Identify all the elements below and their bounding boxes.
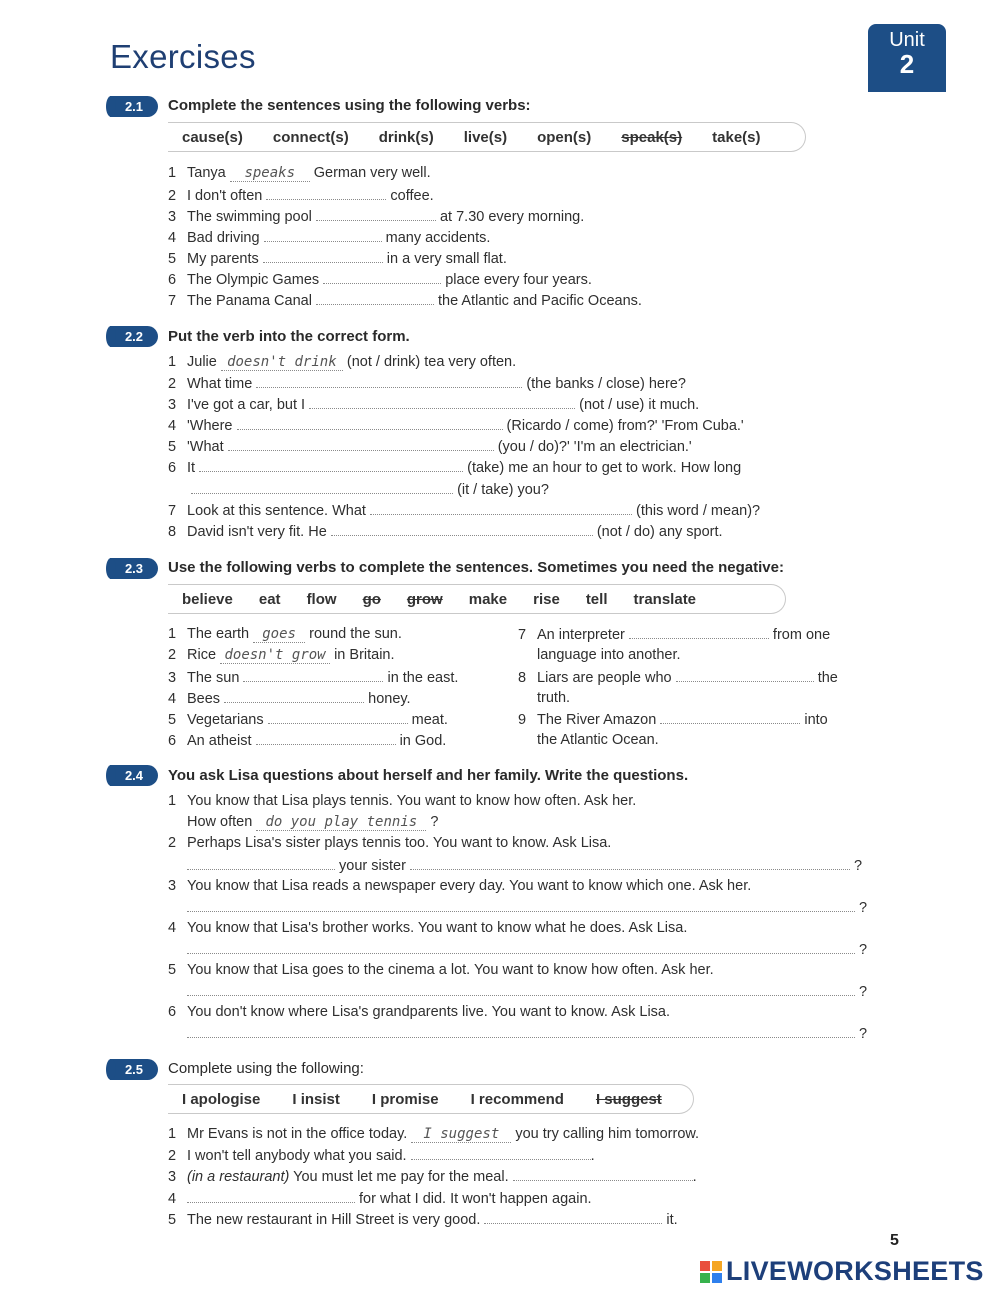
answer-field[interactable]: I suggest [411, 1126, 511, 1143]
exercise-instruction-2-5: Complete using the following: [168, 1060, 364, 1077]
exercise-badge-2-5: 2.5 [110, 1059, 158, 1080]
answer-field[interactable] [187, 857, 335, 870]
exercise-line: 8 David isn't very fit. He (not / do) any sport. [168, 524, 723, 540]
exercise-instruction-2-4: You ask Lisa questions about herself and her family. Write the questions. [168, 767, 689, 784]
answer-field[interactable] [264, 229, 382, 242]
exercise-line: 5 My parents in a very small flat. [168, 251, 507, 267]
exercise-line: 5 You know that Lisa goes to the cinema a lot. You want to know how often. Ask her. [168, 962, 714, 978]
exercise-line: 7 The Panama Canal the Atlantic and Pacific Oceans. [168, 293, 642, 309]
word-item: live(s) [463, 128, 508, 146]
exercise-line: 3 The swimming pool at 7.30 every morning. [168, 209, 585, 225]
answer-field[interactable] [187, 899, 855, 912]
exercise-line: 4 You know that Lisa's brother works. You want to know what he does. Ask Lisa. [168, 920, 688, 936]
unit-number: 2 [899, 49, 915, 79]
word-item: translate [633, 590, 697, 608]
answer-field[interactable] [660, 711, 800, 724]
exercise-line: ? [168, 941, 867, 958]
exercise-line: 6 You don't know where Lisa's grandparents live. You want to know. Ask Lisa. [168, 1004, 671, 1020]
word-item-used: grow [406, 590, 443, 608]
word-item: I insist [292, 1090, 340, 1108]
exercise-instruction-2-3: Use the following verbs to complete the sentences. Sometimes you need the negative: [168, 559, 784, 576]
exercise-line: 2 Perhaps Lisa's sister plays tennis too. You want to know. Ask Lisa. [168, 835, 612, 851]
exercise-line: 4 Bees honey. [168, 691, 411, 707]
exercise-line: 9 The River Amazon into [518, 712, 828, 728]
word-item-used: go [362, 590, 381, 608]
answer-field[interactable] [187, 1190, 355, 1203]
exercise-line: 5 The new restaurant in Hill Street is very good. it. [168, 1212, 678, 1228]
word-item: connect(s) [272, 128, 349, 146]
answer-field[interactable] [484, 1211, 662, 1224]
exercise-line: 2 What time (the banks / close) here? [168, 376, 686, 392]
answer-field[interactable] [199, 459, 463, 472]
word-item-used: speak(s) [621, 128, 683, 146]
answer-field[interactable] [410, 857, 850, 870]
answer-field[interactable]: doesn't drink [221, 354, 343, 371]
liveworksheets-logo [700, 1256, 984, 1287]
answer-field[interactable] [224, 690, 364, 703]
word-item: I recommend [470, 1090, 564, 1108]
answer-field[interactable] [316, 292, 434, 305]
word-item: drink(s) [378, 128, 434, 146]
exercise-badge-2-1: 2.1 [110, 96, 158, 117]
exercise-line: 1 The earth goes round the sun. [168, 626, 402, 642]
exercise-badge-2-3: 2.3 [110, 558, 158, 579]
word-item: eat [258, 590, 281, 608]
exercise-badge-2-2: 2.2 [110, 326, 158, 347]
exercise-line: 5 Vegetarians meat. [168, 712, 448, 728]
word-box-2-3 [168, 584, 786, 614]
word-item: believe [182, 590, 233, 608]
exercise-line: 7 An interpreter from one [518, 627, 831, 643]
exercise-line: How often do you play tennis ? [187, 814, 439, 830]
answer-field[interactable] [411, 1147, 591, 1160]
exercise-line: 1 Tanya speaks German very well. [168, 165, 431, 181]
answer-field[interactable] [629, 626, 769, 639]
exercise-line: ? [168, 899, 867, 916]
exercise-line: 4 'Where (Ricardo / come) from?' 'From Cuba.' [168, 418, 744, 434]
exercise-line: 2 I won't tell anybody what you said. . [168, 1148, 595, 1164]
answer-field[interactable]: speaks [230, 165, 310, 182]
exercise-line: 7 Look at this sentence. What (this word / mean)? [168, 503, 761, 519]
unit-label: Unit [889, 29, 925, 51]
exercise-line: 3 You know that Lisa reads a newspaper every day. You want to know which one. Ask her. [168, 878, 752, 894]
brand-name: LIVEWORKSHEETS [726, 1256, 984, 1286]
answer-field[interactable] [370, 502, 632, 515]
word-item: take(s) [712, 128, 761, 146]
exercise-line: the Atlantic Ocean. [537, 732, 659, 748]
unit-tab [868, 24, 946, 92]
answer-field[interactable] [187, 983, 855, 996]
exercise-badge-2-4: 2.4 [110, 765, 158, 786]
word-item: cause(s) [182, 128, 243, 146]
answer-field[interactable] [187, 941, 855, 954]
exercise-line: (it / take) you? [168, 481, 549, 498]
answer-field[interactable] [237, 417, 503, 430]
exercise-line: language into another. [537, 647, 681, 663]
answer-field[interactable] [331, 523, 593, 536]
exercise-line: 1 You know that Lisa plays tennis. You want to know how often. Ask her. [168, 793, 637, 809]
answer-field[interactable] [191, 481, 453, 494]
exercise-line: 8 Liars are people who the [518, 670, 838, 686]
answer-field[interactable]: doesn't grow [220, 647, 330, 664]
answer-field[interactable]: do you play tennis [256, 814, 426, 831]
exercise-line: 3 (in a restaurant) You must let me pay for the meal. . [168, 1169, 697, 1185]
exercise-line: 5 'What (you / do)?' 'I'm an electrician.' [168, 439, 692, 455]
answer-field[interactable]: goes [253, 626, 305, 643]
exercise-line: ? [168, 1025, 867, 1042]
word-box-2-5 [168, 1084, 694, 1114]
page-number: 5 [890, 1232, 899, 1249]
answer-field[interactable] [676, 669, 814, 682]
exercise-line: your sister ? [168, 857, 862, 874]
word-box-2-1 [168, 122, 806, 152]
word-item: I apologise [182, 1090, 261, 1108]
word-item: make [468, 590, 508, 608]
word-item: tell [585, 590, 608, 608]
exercise-line: 6 It (take) me an hour to get to work. How long [168, 460, 742, 476]
answer-field[interactable] [316, 208, 436, 221]
word-item: flow [306, 590, 337, 608]
answer-field[interactable] [266, 187, 386, 200]
logo-grid-icon [700, 1261, 722, 1283]
exercise-line: 1 Mr Evans is not in the office today. I suggest you try calling him tomorrow. [168, 1126, 700, 1142]
exercise-line: 3 The sun in the east. [168, 670, 459, 686]
exercise-line: 4 for what I did. It won't happen again. [168, 1191, 592, 1207]
answer-field[interactable] [256, 375, 522, 388]
exercise-line: 2 I don't often coffee. [168, 188, 434, 204]
answer-field[interactable] [513, 1168, 693, 1181]
exercise-line: 6 The Olympic Games place every four years. [168, 272, 592, 288]
answer-field[interactable] [323, 271, 441, 284]
word-item: open(s) [537, 128, 592, 146]
exercise-line: 4 Bad driving many accidents. [168, 230, 491, 246]
word-item: rise [533, 590, 560, 608]
exercise-instruction-2-1: Complete the sentences using the following verbs: [168, 97, 531, 114]
answer-field[interactable] [309, 396, 575, 409]
word-item-used: I suggest [595, 1090, 662, 1108]
answer-field[interactable] [228, 438, 494, 451]
exercise-instruction-2-2: Put the verb into the correct form. [168, 328, 410, 345]
word-item: I promise [371, 1090, 439, 1108]
exercise-line: truth. [537, 690, 571, 706]
answer-field[interactable] [263, 250, 383, 263]
exercise-line: 1 Julie doesn't drink (not / drink) tea very often. [168, 354, 517, 370]
answer-field[interactable] [187, 1025, 855, 1038]
page-title: Exercises [110, 38, 256, 75]
exercise-line: 2 Rice doesn't grow in Britain. [168, 647, 395, 663]
answer-field[interactable] [256, 732, 396, 745]
answer-field[interactable] [268, 711, 408, 724]
answer-field[interactable] [243, 669, 383, 682]
exercise-line: 6 An atheist in God. [168, 733, 447, 749]
exercise-line: ? [168, 983, 867, 1000]
exercise-line: 3 I've got a car, but I (not / use) it much. [168, 397, 700, 413]
